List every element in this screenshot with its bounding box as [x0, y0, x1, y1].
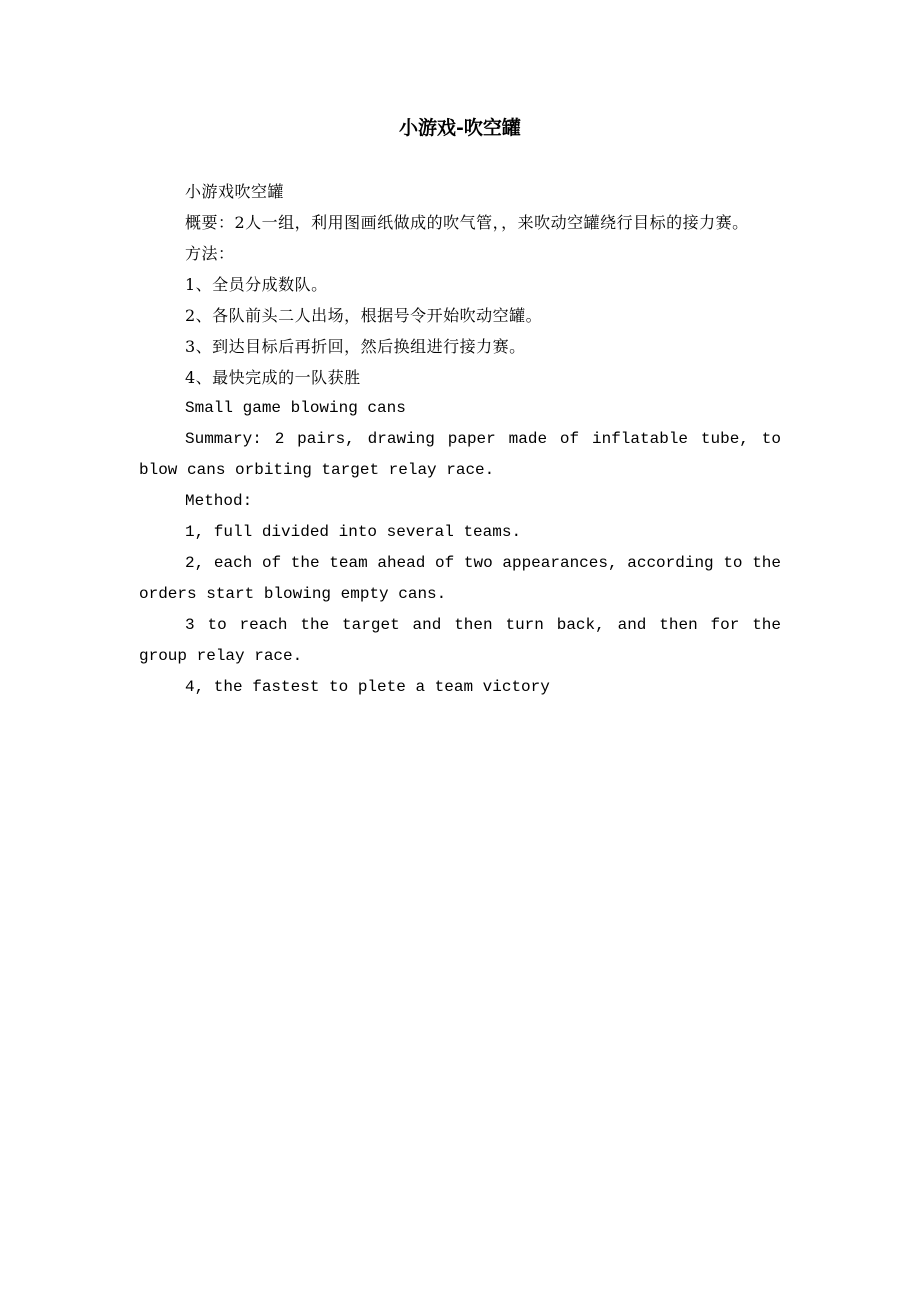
- paragraph-en-step-1: 1, full divided into several teams.: [185, 523, 522, 541]
- paragraph-cn-step-1: 1、全员分成数队。: [185, 275, 328, 294]
- paragraph-cn-step-3: 3、到达目标后再折回，然后换组进行接力赛。: [185, 337, 526, 356]
- paragraph-en-step-4: 4, the fastest to plete a team victory: [185, 678, 550, 696]
- paragraph-cn-step-4: 4、最快完成的一队获胜: [185, 368, 361, 387]
- document-body: [139, 176, 781, 703]
- paragraph-en-step-3: 3 to reach the target and then turn back, and then for the group relay race.: [139, 616, 781, 665]
- paragraph-cn-summary: 概要：2人一组，利用图画纸做成的吹气管，，来吹动空罐绕行目标的接力赛。: [185, 213, 749, 232]
- paragraph-cn-method-label: 方法：: [185, 244, 235, 263]
- paragraph-cn-step-2: 2、各队前头二人出场，根据号令开始吹动空罐。: [185, 306, 543, 325]
- paragraph-en-summary: Summary: 2 pairs, drawing paper made of inflatable tube, to blow cans orbiting target relay race.: [139, 430, 781, 479]
- paragraph-en-heading: Small game blowing cans: [185, 399, 406, 417]
- paragraph-cn-heading: 小游戏吹空罐: [185, 182, 285, 201]
- paragraph-en-method-label: Method:: [185, 492, 253, 510]
- document-title: 小游戏-吹空罐: [399, 117, 521, 139]
- paragraph-en-step-2: 2, each of the team ahead of two appearances, according to the orders start blowing empty cans.: [139, 554, 781, 603]
